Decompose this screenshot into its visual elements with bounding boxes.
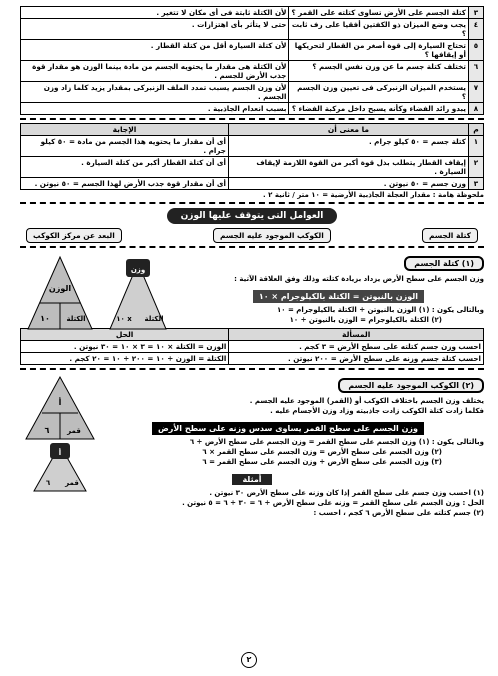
row-number: ٣ [469,7,484,19]
problem-text: احسب كتلة جسم وزنه على سطح الأرض = ٢٠٠ نيوتن . [229,353,484,365]
row-question: تحتاج السيارة إلى قوة أصغر من القطار لتحريكها أو إيقافها ؟ [289,40,469,61]
small-a-label: أ [58,449,62,457]
row-question: يستخدم الميزان الزنبركى فى تعيين وزن الجسم ؟ [289,82,469,103]
planet-tri-left: ٦ [44,426,50,435]
example-1-solution: الحل : وزن الجسم على سطح القمر = وزنه على سطح الأرض ÷ ٦ = ٣٠ ÷ ٦ = ٥ نيوتن . [182,499,484,507]
mass-line-1: وزن الجسم على سطح الأرض يزداد بزيادة كتلته وذلك وفق العلاقة الآتية : [234,275,484,283]
times-label: ١٠ x [116,315,132,323]
section-planet [20,373,484,486]
row-number: ٨ [469,103,484,115]
planet-line-2: فكلما زادت كتلة الكوكب زادت جاذبيته وزاد وزن الأجسام عليه . [270,407,484,415]
important-note: ملحوظة هامة : مقدار العجلة الجاذبية الأرضية = ١٠ متر / ثانية ٢ . [263,191,484,199]
row-number: ٧ [469,82,484,103]
row-question: يبدو رائد الفضاء وكأنه يسبح داخل مركبة الفضاء ؟ [289,103,469,115]
factor-mass: كتلة الجسم [422,228,478,243]
example-1: (١) احسب وزن جسم على سطح القمر إذا كان وزنه على سطح الأرض ٣٠ نيوتن . [209,489,484,497]
table-row [21,82,484,103]
factors-row [26,228,478,243]
problem-table [20,328,484,365]
planet-line-5: (٣) وزن الجسم على سطح الأرض ÷ وزن الجسم على سطح القمر = ٦ [202,458,442,466]
mass-line-3: (٢) الكتلة بالكيلوجرام = الوزن بالنيوتن ÷ ١٠ [289,316,442,324]
tri-left-label: ١٠ [40,314,50,323]
table-row [21,61,484,82]
planet-tri-top: أ [58,398,62,407]
header-question: ما معنى أن [228,124,468,136]
divider [20,202,484,204]
table-row [21,103,484,115]
divider [20,246,484,248]
planet-line-1: يختلف وزن الجسم باختلاف الكوكب أو (القمر) الموجود عليه الجسم . [249,397,484,405]
row-answer: لأن الكتلة هى مقدار ما يحتويه الجسم من مادة بينما الوزن هو مقدار قوة جذب الأرض للجسم . [21,61,289,82]
section-mass [20,251,484,325]
table-row [21,40,484,61]
row-number: ٥ [469,40,484,61]
row-question: وزن جسم = ٥٠ نيوتن . [228,178,468,190]
table-row [21,341,484,353]
solution-text: الكتلة = الوزن ÷ ١٠ = ٢٠٠ ÷ ١٠ = ٢٠ كجم . [21,353,229,365]
moon-rule: وزن الجسم على سطح القمر يساوى سدس وزنه على سطح الأرض [152,422,424,435]
solution-text: الوزن = الكتلة × ١٠ = ٣ × ١٠ = ٣٠ نيوتن . [21,341,229,353]
row-number: ٤ [469,19,484,40]
row-answer: أى أن مقدار ما يحتويه هذا الجسم من مادة = ٥٠ كيلو جرام . [21,136,229,157]
table-row [21,7,484,19]
table-row [21,157,484,178]
examples-label: أمثلة [232,474,271,485]
mass-formula: الوزن بالنيوتن = الكتلة بالكيلوجرام × ١٠ [253,290,424,303]
row-number: ١ [469,136,484,157]
row-question: تختلف كتلة جسم ما عن وزن نفس الجسم ؟ [289,61,469,82]
row-number: ٣ [469,178,484,190]
table-row [21,19,484,40]
small-six-label: ٦ [45,479,51,487]
row-number: ٢ [469,157,484,178]
factor-planet: الكوكب الموجود عليه الجسم [213,228,331,243]
page-number: ٢ [241,652,257,668]
row-answer: لأن كتلة السيارة أقل من كتلة القطار . [21,40,289,61]
small-moon-label: قمر [65,479,79,487]
planet-tri-right: قمر [67,427,81,435]
section-mass-title: (١) كتلة الجسم [404,256,484,271]
factors-banner: العوامل التى يتوقف عليها الوزن [167,208,337,224]
row-number: ٦ [469,61,484,82]
planet-diagram [20,373,130,493]
row-answer: بسبب انعدام الجاذبية . [21,103,289,115]
row-question: كتلة جسم = ٥٠ كيلو جرام . [228,136,468,157]
header-answer: الإجابة [21,124,229,136]
mass-diagram [20,251,180,333]
header-problem: المسألة [229,329,484,341]
planet-line-4: (٢) وزن الجسم على سطح الأرض = وزن الجسم على سطح القمر × ٦ [202,448,442,456]
tri-right-label: الكتلة [66,315,86,323]
factor-distance: البعد عن مركز الكوكب [26,228,122,243]
tri-top-label: الوزن [48,284,72,293]
table-row [21,353,484,365]
reasons-table [20,6,484,115]
row-answer: أى أن مقدار قوة جذب الأرض لهذا الجسم = ٥٠ نيوتن . [21,178,229,190]
mass-line-2: وبالتالى يكون : (١) الوزن بالنيوتن ÷ الكتلة بالكيلوجرام = ١٠ [276,306,484,314]
divider [20,118,484,120]
planet-line-3: وبالتالى يكون : (١) وزن الجسم على سطح القمر = وزن الجسم على سطح الأرض ÷ ٦ [189,438,484,446]
row-answer: حتى لا يتأثر بأى اهتزازات . [21,19,289,40]
weight-label: وزن [130,266,146,274]
problem-text: احسب وزن جسم كتلته على سطح الأرض = ٣ كجم . [229,341,484,353]
mass-label: الكتلة [144,315,164,323]
row-answer: لأن الكتلة ثابتة فى أى مكان لا تتغير . [21,7,289,19]
meaning-table [20,123,484,190]
row-answer: لأن وزن الجسم يسبب تمدد الملف الزنبركى بمقدار يزيد كلما زاد وزن الجسم . [21,82,289,103]
header-num: م [469,124,484,136]
table-row [21,178,484,190]
example-2: (٢) جسم كتلته على سطح الأرض ٦ كجم ، احسب : [313,509,484,517]
page-footer [0,652,498,668]
row-question: يجب وضع الميزان ذو الكفتين أفقيا على رف ثابت ؟ [289,19,469,40]
table-row [21,136,484,157]
row-question: كتلة الجسم على الأرض تساوى كتلته على القمر ؟ [289,7,469,19]
row-answer: أى أن كتلة القطار أكبر من كتلة السيارة . [21,157,229,178]
section-planet-title: (٢) الكوكب الموجود عليه الجسم [338,378,484,393]
header-solution: الحل [21,329,229,341]
row-question: إيقاف القطار يتطلب بذل قوة أكبر من القوة اللازمة لإيقاف السيارة . [228,157,468,178]
divider [20,368,484,370]
